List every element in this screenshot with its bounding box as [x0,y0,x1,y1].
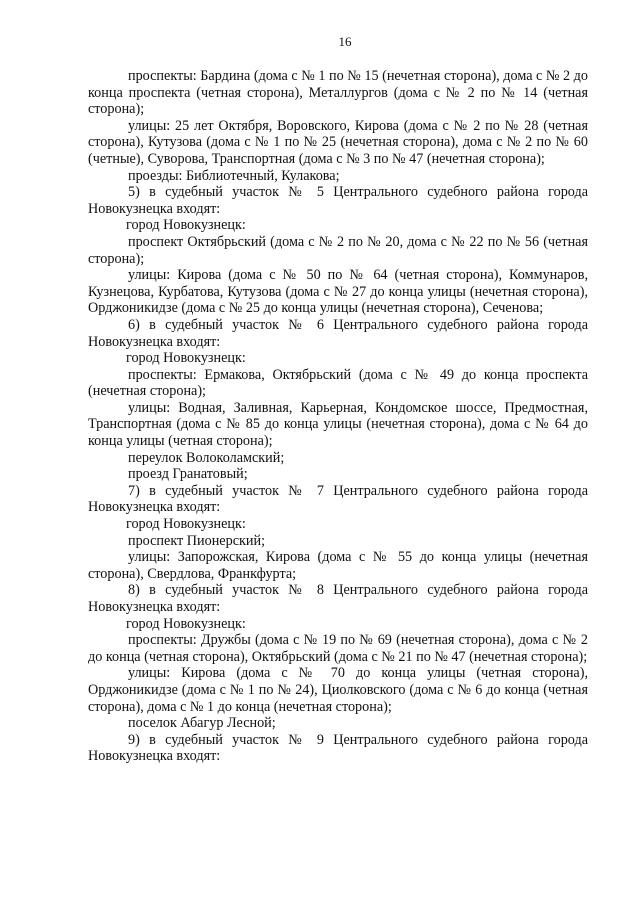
paragraph-streets-district-7: улицы: Запорожская, Кирова (дома с № 55 до конца улицы (нечетная сторона), Свердлова, Франкфурта; [88,549,588,582]
paragraph-city-district-5: город Новокузнецк: [126,217,246,234]
page-number: 16 [338,34,352,49]
paragraph-city-district-8: город Новокузнецк: [126,615,246,632]
paragraph-district-7-heading: 7) в судебный участок № 7 Центрального судебного района города Новокузнецка входят: [88,482,588,516]
paragraph-district-6-heading: 6) в судебный участок № 6 Центрального судебного района города Новокузнецка входят: [88,316,588,350]
paragraph-lane-district-6: переулок Волоколамский; [128,449,285,466]
paragraph-district-9-heading: 9) в судебный участок № 9 Центрального судебного района города Новокузнецка входят: [88,731,588,765]
paragraph-city-district-7: город Новокузнецк: [126,516,246,533]
paragraph-prospects-district-8: проспекты: Дружбы (дома с № 19 по № 69 (нечетная сторона), дома с № 2 до конца (четная сторона), Октябрьский (дома с № 21 по № 47 (нечетная сторона); [88,632,588,665]
paragraph-city-district-6: город Новокузнецк: [126,350,246,367]
paragraph-settlement-district-8: поселок Абагур Лесной; [128,715,276,732]
paragraph-streets-district-8: улицы: Кирова (дома с № 70 до конца улицы (четная сторона), Орджоникидзе (дома с № 1 по № 24), Циолковского (дома с № 6 до конца (четная сторона), дома с № 1 до конца (нечетная сторона); [88,665,588,715]
paragraph-prospects-district-4: проспекты: Бардина (дома с № 1 по № 15 (нечетная сторона), дома с № 2 до конца проспекта (четная сторона), Металлургов (дома с № 2 по № 14 (четная сторона); [88,68,588,118]
paragraph-streets-district-4: улицы: 25 лет Октября, Воровского, Кирова (дома с № 2 по № 28 (четная сторона), Кутузова (дома с № 1 по № 25 (нечетная сторона), дома с № 2 по № 60 (четные), Суворова, Транспортная (дома с № 3 по № 47 (нечетная сторона); [88,117,588,167]
paragraph-prospect-district-7: проспект Пионерский; [128,532,266,549]
paragraph-passages-district-4: проезды: Библиотечный, Кулакова; [128,167,340,184]
paragraph-district-8-heading: 8) в судебный участок № 8 Центрального судебного района города Новокузнецка входят: [88,582,588,615]
document-page [88,34,588,765]
paragraph-district-5-heading: 5) в судебный участок № 5 Центрального судебного района города Новокузнецка входят: [88,184,588,217]
paragraph-passage-district-6: проезд Гранатовый; [128,466,248,483]
paragraph-prospects-district-5: проспект Октябрьский (дома с № 2 по № 20, дома с № 22 по № 56 (четная сторона); [88,233,588,267]
paragraph-streets-district-6: улицы: Водная, Заливная, Карьерная, Кондомское шоссе, Предмостная, Транспортная (дома с № 85 до конца улицы (нечетная сторона), дома с № 64 до конца улицы (четная сторона); [88,399,588,450]
paragraph-streets-district-5: улицы: Кирова (дома с № 50 по № 64 (четная сторона), Коммунаров, Кузнецова, Курбатова, Кутузова (дома с № 27 до конца улицы (нечетная сторона), Орджоникидзе (дома с № 25 до конца улицы (нечетная сторона), Сеченова; [88,267,588,317]
paragraph-prospects-district-6: проспекты: Ермакова, Октябрьский (дома с № 49 до конца проспекта (нечетная сторона); [88,366,588,400]
